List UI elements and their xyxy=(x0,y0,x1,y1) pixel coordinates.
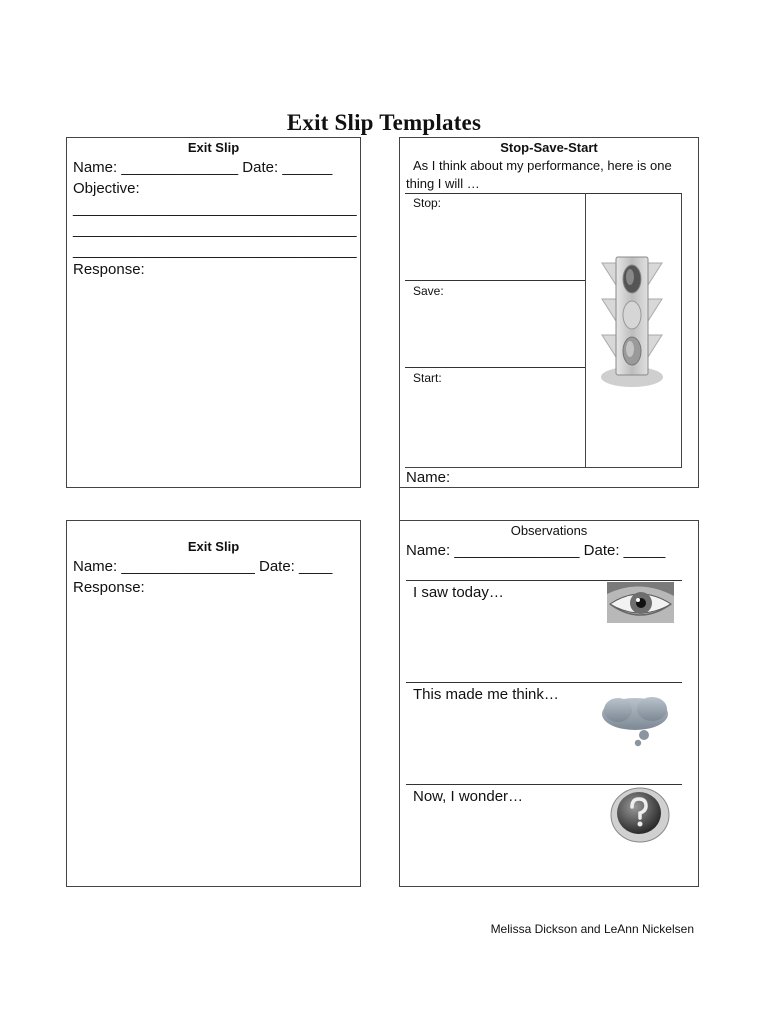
think-prompt: This made me think… xyxy=(413,686,559,703)
footer-credit: Melissa Dickson and LeAnn Nickelsen xyxy=(490,922,694,936)
objective-label: Objective: xyxy=(73,180,140,197)
name-date-line: Name: ______________ Date: ______ xyxy=(73,159,333,176)
saw-prompt: I saw today… xyxy=(413,584,504,601)
blank-line: __________________________________ xyxy=(73,242,357,259)
intro-text: thing I will … xyxy=(406,176,480,191)
section-divider xyxy=(406,682,682,683)
question-mark-icon xyxy=(610,787,670,843)
section-divider xyxy=(406,784,682,785)
response-label: Response: xyxy=(73,579,145,596)
page-title: Exit Slip Templates xyxy=(286,110,482,135)
center-connector xyxy=(399,488,400,521)
intro-text: As I think about my performance, here is one xyxy=(413,158,672,173)
save-label: Save: xyxy=(413,284,444,298)
blank-line: __________________________________ xyxy=(73,221,357,238)
save-divider xyxy=(405,367,585,368)
thought-cloud-icon xyxy=(600,694,670,748)
card-heading: Exit Slip xyxy=(187,539,240,554)
stop-label: Stop: xyxy=(413,196,442,210)
response-label: Response: xyxy=(73,261,145,278)
grid-top-line xyxy=(405,193,682,194)
name-date-line: Name: _______________ Date: _____ xyxy=(406,542,666,559)
name-date-line: Name: ________________ Date: ____ xyxy=(73,558,333,575)
section-divider xyxy=(406,580,682,581)
blank-line: __________________________________ xyxy=(73,200,357,217)
card-heading: Exit Slip xyxy=(187,140,240,155)
eye-icon xyxy=(607,582,674,623)
stop-divider xyxy=(405,280,585,281)
card-heading: Observations xyxy=(510,523,588,538)
grid-divider xyxy=(585,193,586,468)
exit-slip-card-2 xyxy=(66,520,361,887)
start-label: Start: xyxy=(413,371,442,385)
name-label: Name: xyxy=(406,469,451,486)
wonder-prompt: Now, I wonder… xyxy=(413,788,524,805)
traffic-light-icon xyxy=(600,255,664,390)
card-heading: Stop-Save-Start xyxy=(500,140,598,155)
